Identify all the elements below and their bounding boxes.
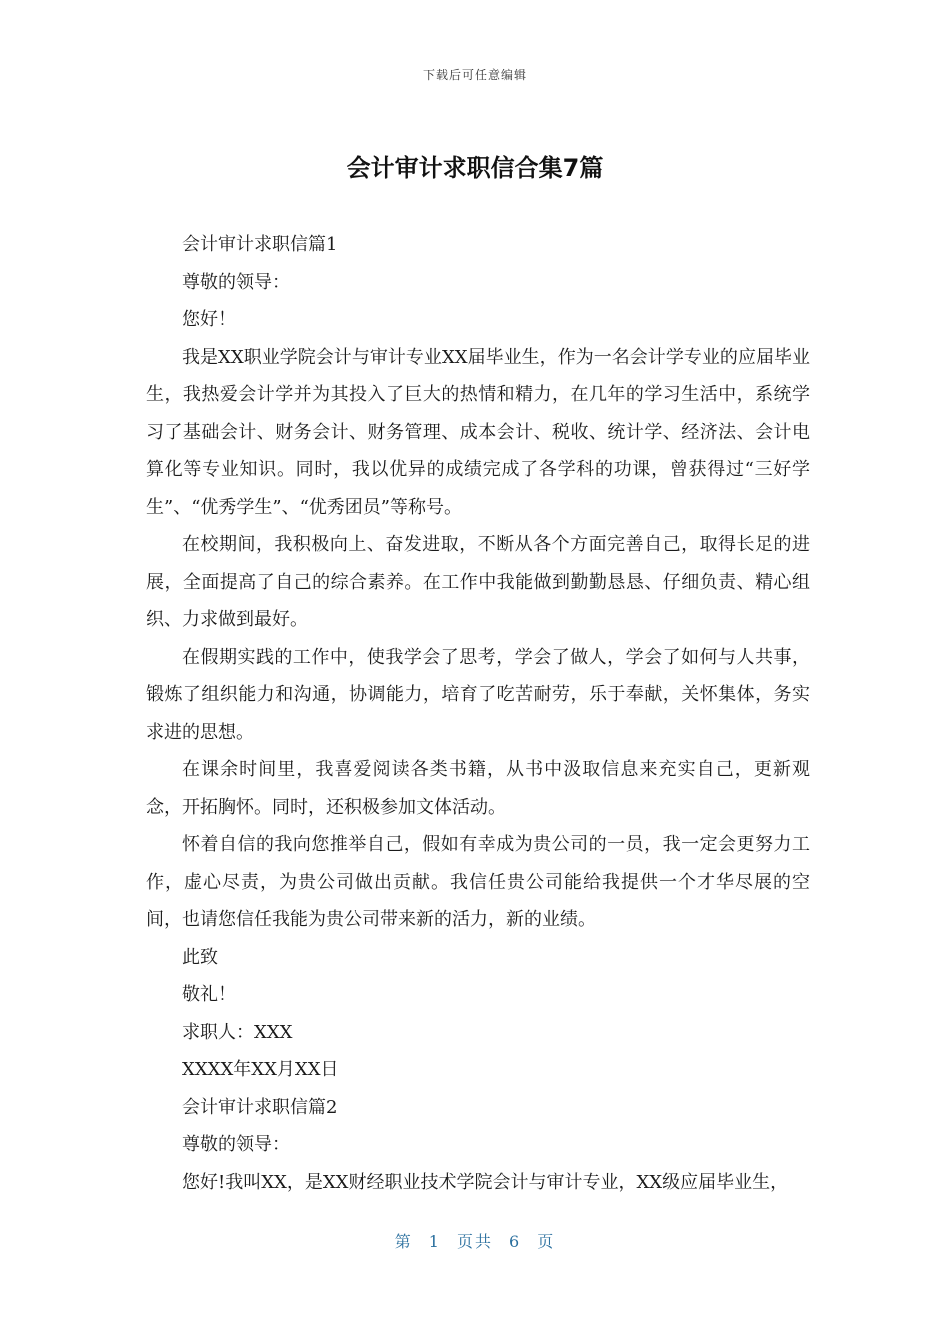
greeting: 您好！ xyxy=(182,309,236,330)
document-title: 会计审计求职信合集7篇 xyxy=(346,154,604,182)
page-footer xyxy=(0,1229,950,1252)
date: XXXX年XX月XX日 xyxy=(182,1059,339,1080)
body-paragraph: 在校期间，我积极向上、奋发进取，不断从各个方面完善自己，取得长足的进展，全面提高了自己的综合素养。在工作中我能做到勤勤恳恳、仔细负责、精心组织、力求做到最好。 xyxy=(146,534,810,630)
body-paragraph: 怀着自信的我向您推举自己，假如有幸成为贵公司的一员，我一定会更努力工作，虚心尽责，为贵公司做出贡献。我信任贵公司能给我提供一个才华尽展的空间，也请您信任我能为贵公司带来新的活力，新的业绩。 xyxy=(146,834,810,930)
salutation: 尊敬的领导： xyxy=(182,1134,290,1155)
footer-total-pages: 6 xyxy=(509,1232,522,1251)
header-note: 下载后可任意编辑 xyxy=(422,68,527,82)
document-body xyxy=(146,226,810,1201)
footer-prefix: 第 xyxy=(394,1232,413,1251)
section-heading-1: 会计审计求职信篇1 xyxy=(182,234,338,255)
footer-suffix: 页 xyxy=(537,1232,556,1251)
signature: 求职人：XXX xyxy=(182,1021,293,1043)
salutation: 尊敬的领导： xyxy=(182,271,290,293)
body-paragraph: 您好!我叫XX，是XX财经职业技术学院会计与审计专业，XX级应届毕业生， xyxy=(182,1171,789,1193)
closing-regards: 敬礼！ xyxy=(182,984,236,1005)
body-paragraph: 在课余时间里，我喜爱阅读各类书籍，从书中汲取信息来充实自己，更新观念，开拓胸怀。同时，还积极参加文体活动。 xyxy=(146,759,810,818)
footer-middle: 页共 xyxy=(456,1232,493,1251)
footer-page-number: 1 xyxy=(428,1232,441,1251)
body-paragraph: 在假期实践的工作中，使我学会了思考，学会了做人，学会了如何与人共事，锻炼了组织能力和沟通，协调能力，培育了吃苦耐劳，乐于奉献，关怀集体，务实求进的思想。 xyxy=(146,646,810,743)
section-heading-2: 会计审计求职信篇2 xyxy=(182,1096,338,1118)
body-paragraph: 我是XX职业学院会计与审计专业XX届毕业生，作为一名会计学专业的应届毕业生，我热爱会计学并为其投入了巨大的热情和精力，在几年的学习生活中，系统学习了基础会计、财务会计、财务管理、成本会计、税收、统计学、经济法、会计电算化等专业知识。同时，我以优异的成绩完成了各学科的功课，曾获得过“三好学生”、“优秀学生”、“优秀团员”等称号。 xyxy=(146,346,810,518)
closing: 此致 xyxy=(182,946,218,968)
